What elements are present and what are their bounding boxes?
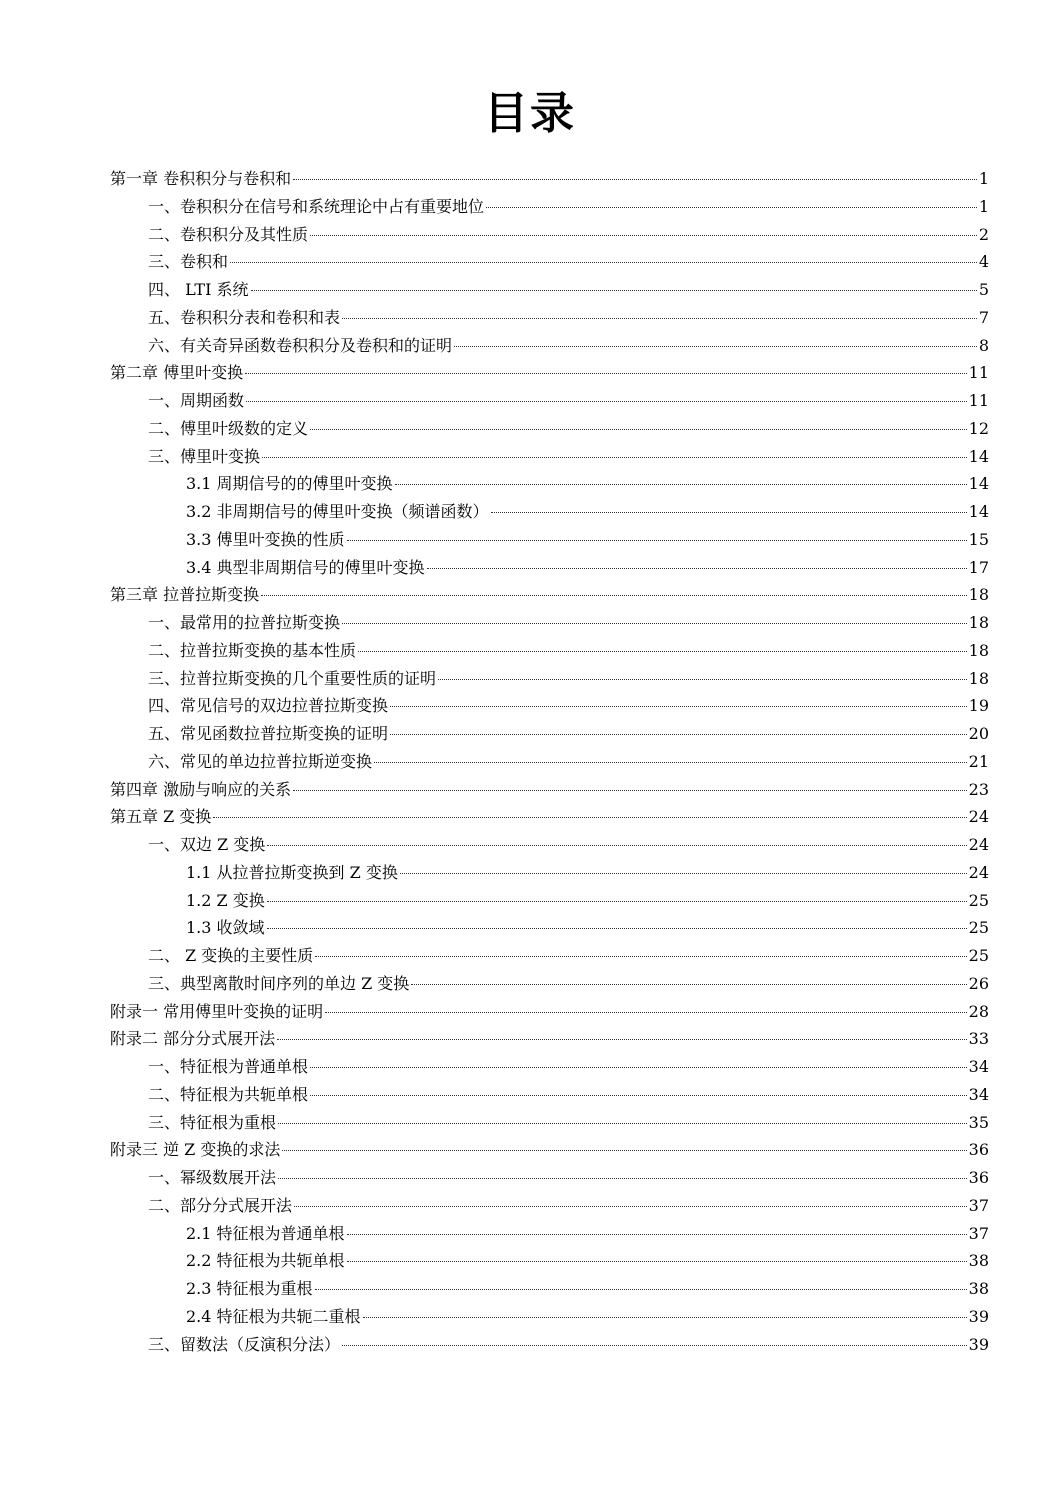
toc-entry-label: 1.3 收敛域: [186, 918, 265, 938]
toc-dot-leader: [230, 262, 977, 263]
toc-section-entry[interactable]: [110, 1053, 989, 1081]
toc-entry-label: 3.4 典型非周期信号的傅里叶变换: [186, 557, 425, 577]
toc-dot-leader: [251, 290, 977, 291]
toc-dot-leader: [325, 1012, 967, 1013]
toc-dot-leader: [315, 956, 966, 957]
toc-section-entry[interactable]: [110, 942, 989, 970]
toc-dot-leader: [395, 484, 967, 485]
toc-dot-leader: [390, 706, 967, 707]
table-of-contents: [110, 165, 989, 1358]
toc-chapter-entry[interactable]: [110, 359, 989, 387]
toc-page-number: 14: [968, 446, 989, 466]
toc-section-entry[interactable]: [110, 748, 989, 776]
toc-chapter-entry[interactable]: [110, 776, 989, 804]
toc-section-entry[interactable]: [110, 1109, 989, 1137]
toc-section-entry[interactable]: [110, 193, 989, 221]
toc-dot-leader: [486, 207, 977, 208]
toc-dot-leader: [310, 1095, 967, 1096]
toc-section-entry[interactable]: [110, 387, 989, 415]
toc-dot-leader: [310, 235, 977, 236]
toc-entry-label: 附录一 常用傅里叶变换的证明: [110, 1001, 324, 1021]
toc-subsection-entry[interactable]: [110, 887, 989, 915]
toc-dot-leader: [294, 1206, 967, 1207]
toc-dot-leader: [411, 984, 966, 985]
toc-page-number: 18: [968, 613, 989, 632]
toc-page-number: 28: [968, 1001, 989, 1021]
toc-page-number: 2: [978, 224, 989, 244]
toc-section-entry[interactable]: [110, 637, 989, 665]
toc-dot-leader: [267, 901, 967, 902]
toc-page-number: 34: [968, 1084, 989, 1104]
toc-section-entry[interactable]: [110, 1331, 989, 1359]
toc-section-entry[interactable]: [110, 248, 989, 276]
toc-entry-label: 三、拉普拉斯变换的几个重要性质的证明: [148, 668, 437, 688]
toc-page-number: 38: [968, 1279, 989, 1298]
toc-entry-label: 1.1 从拉普拉斯变换到 Z 变换: [186, 862, 398, 882]
toc-entry-label: 三、傅里叶变换: [148, 446, 261, 466]
toc-section-entry[interactable]: [110, 831, 989, 859]
toc-page-number: 1: [978, 196, 989, 216]
toc-section-entry[interactable]: [110, 665, 989, 693]
toc-page-number: 7: [978, 307, 989, 327]
toc-section-entry[interactable]: [110, 415, 989, 443]
toc-page-number: 25: [968, 918, 989, 938]
toc-chapter-entry[interactable]: [110, 581, 989, 609]
toc-chapter-entry[interactable]: [110, 803, 989, 831]
toc-dot-leader: [246, 401, 967, 402]
toc-page-number: 12: [968, 418, 989, 438]
toc-entry-label: 第三章 拉普拉斯变换: [110, 585, 260, 605]
toc-dot-leader: [374, 762, 967, 763]
toc-section-entry[interactable]: [110, 970, 989, 998]
toc-page-number: 37: [968, 1223, 989, 1243]
toc-entry-label: 五、常见函数拉普拉斯变换的证明: [148, 724, 389, 743]
toc-section-entry[interactable]: [110, 609, 989, 637]
toc-dot-leader: [213, 817, 966, 818]
toc-entry-label: 三、卷积和: [148, 252, 229, 272]
toc-page-number: 14: [968, 474, 989, 494]
toc-dot-leader: [277, 1039, 967, 1040]
toc-subsection-entry[interactable]: [110, 859, 989, 887]
toc-entry-label: 六、有关奇异函数卷积积分及卷积和的证明: [148, 335, 453, 355]
toc-page-number: 39: [968, 1306, 989, 1326]
toc-entry-label: 三、留数法（反演积分法）: [148, 1334, 341, 1354]
toc-entry-label: 二、卷积积分及其性质: [148, 224, 309, 244]
toc-page-number: 20: [968, 724, 989, 743]
toc-dot-leader: [347, 540, 967, 541]
toc-section-entry[interactable]: [110, 720, 989, 748]
toc-entry-label: 三、典型离散时间序列的单边 Z 变换: [148, 973, 410, 993]
toc-page-number: 15: [968, 529, 989, 549]
toc-page-number: 25: [968, 946, 989, 965]
toc-subsection-entry[interactable]: [110, 526, 989, 554]
toc-dot-leader: [262, 457, 967, 458]
toc-dot-leader: [342, 318, 977, 319]
toc-page-number: 38: [968, 1251, 989, 1271]
toc-dot-leader: [358, 651, 967, 652]
toc-page-number: 17: [968, 557, 989, 577]
toc-dot-leader: [261, 595, 967, 596]
toc-entry-label: 第四章 激励与响应的关系: [110, 779, 292, 799]
toc-entry-label: 1.2 Z 变换: [186, 890, 265, 910]
toc-page-number: 5: [978, 280, 989, 299]
toc-dot-leader: [293, 179, 977, 180]
toc-entry-label: 二、特征根为共轭单根: [148, 1084, 309, 1104]
toc-section-entry[interactable]: [110, 1081, 989, 1109]
toc-entry-label: 一、卷积积分在信号和系统理论中占有重要地位: [148, 196, 485, 216]
toc-entry-label: 第五章 Z 变换: [110, 807, 212, 827]
toc-page-number: 18: [968, 668, 989, 688]
toc-page-number: 21: [968, 751, 989, 771]
toc-section-entry[interactable]: [110, 332, 989, 360]
toc-page-number: 33: [968, 1029, 989, 1049]
toc-section-entry[interactable]: [110, 276, 989, 304]
toc-dot-leader: [310, 429, 967, 430]
toc-entry-label: 第二章 傅里叶变换: [110, 363, 244, 383]
toc-entry-label: 六、常见的单边拉普拉斯逆变换: [148, 751, 373, 771]
toc-page-number: 36: [968, 1168, 989, 1187]
toc-dot-leader: [342, 623, 967, 624]
toc-entry-label: 三、特征根为重根: [148, 1112, 277, 1132]
toc-entry-label: 3.2 非周期信号的傅里叶变换（频谱函数）: [186, 502, 489, 521]
toc-entry-label: 2.2 特征根为共轭单根: [186, 1251, 345, 1271]
toc-entry-label: 二、 Z 变换的主要性质: [148, 946, 314, 965]
toc-entry-label: 附录二 部分分式展开法: [110, 1029, 276, 1049]
page-title: 目录: [484, 88, 576, 139]
toc-entry-label: 第一章 卷积积分与卷积和: [110, 169, 292, 188]
toc-subsection-entry[interactable]: [110, 1247, 989, 1275]
toc-dot-leader: [347, 1234, 967, 1235]
toc-dot-leader: [390, 734, 967, 735]
toc-dot-leader: [342, 1345, 967, 1346]
toc-dot-leader: [427, 568, 967, 569]
toc-page-number: 11: [968, 363, 989, 383]
toc-page-number: 18: [968, 585, 989, 605]
toc-section-entry[interactable]: [110, 1164, 989, 1192]
toc-entry-label: 二、傅里叶级数的定义: [148, 418, 309, 438]
toc-section-entry[interactable]: [110, 304, 989, 332]
toc-dot-leader: [454, 346, 977, 347]
toc-entry-label: 一、特征根为普通单根: [148, 1057, 309, 1076]
toc-section-entry[interactable]: [110, 692, 989, 720]
toc-page-number: 1: [978, 169, 989, 188]
toc-entry-label: 一、周期函数: [148, 391, 245, 410]
toc-entry-label: 四、常见信号的双边拉普拉斯变换: [148, 696, 389, 716]
toc-dot-leader: [491, 512, 967, 513]
toc-page-number: 19: [968, 696, 989, 716]
toc-section-entry[interactable]: [110, 1192, 989, 1220]
toc-entry-label: 五、卷积积分表和卷积和表: [148, 307, 341, 327]
toc-subsection-entry[interactable]: [110, 1275, 989, 1303]
toc-dot-leader: [282, 1150, 966, 1151]
toc-entry-label: 四、 LTI 系统: [148, 280, 249, 299]
toc-entry-label: 一、最常用的拉普拉斯变换: [148, 613, 341, 632]
toc-page-number: 24: [968, 835, 989, 854]
toc-dot-leader: [245, 373, 967, 374]
toc-page-number: 35: [968, 1112, 989, 1132]
toc-page-number: 25: [968, 890, 989, 910]
toc-dot-leader: [278, 1178, 967, 1179]
toc-page-number: 37: [968, 1195, 989, 1215]
toc-entry-label: 附录三 逆 Z 变换的求法: [110, 1140, 281, 1160]
toc-dot-leader: [347, 1261, 967, 1262]
toc-dot-leader: [267, 928, 967, 929]
toc-subsection-entry[interactable]: [110, 1220, 989, 1248]
toc-dot-leader: [438, 679, 967, 680]
toc-section-entry[interactable]: [110, 443, 989, 471]
toc-section-entry[interactable]: [110, 221, 989, 249]
toc-page-number: 26: [968, 973, 989, 993]
toc-page-number: 34: [968, 1057, 989, 1076]
toc-chapter-entry[interactable]: [110, 1025, 989, 1053]
toc-subsection-entry[interactable]: [110, 498, 989, 526]
toc-page-number: 36: [968, 1140, 989, 1160]
toc-page-number: 14: [968, 502, 989, 521]
toc-page-number: 24: [968, 862, 989, 882]
toc-subsection-entry[interactable]: [110, 470, 989, 498]
toc-dot-leader: [315, 1289, 967, 1290]
toc-subsection-entry[interactable]: [110, 1303, 989, 1331]
toc-entry-label: 一、幂级数展开法: [148, 1168, 277, 1187]
toc-dot-leader: [278, 1123, 967, 1124]
toc-entry-label: 3.3 傅里叶变换的性质: [186, 529, 345, 549]
toc-page-number: 39: [968, 1334, 989, 1354]
toc-entry-label: 3.1 周期信号的的傅里叶变换: [186, 474, 393, 494]
toc-dot-leader: [267, 845, 966, 846]
toc-page-number: 23: [968, 779, 989, 799]
toc-entry-label: 2.4 特征根为共轭二重根: [186, 1306, 361, 1326]
toc-entry-label: 二、部分分式展开法: [148, 1195, 293, 1215]
toc-page-number: 8: [978, 335, 989, 355]
toc-entry-label: 二、拉普拉斯变换的基本性质: [148, 640, 357, 660]
toc-chapter-entry[interactable]: [110, 998, 989, 1026]
toc-page-number: 24: [968, 807, 989, 827]
toc-dot-leader: [363, 1317, 967, 1318]
toc-chapter-entry[interactable]: [110, 1136, 989, 1164]
toc-dot-leader: [400, 873, 967, 874]
toc-entry-label: 2.3 特征根为重根: [186, 1279, 313, 1298]
toc-subsection-entry[interactable]: [110, 914, 989, 942]
toc-page-number: 4: [978, 252, 989, 272]
toc-chapter-entry[interactable]: [110, 165, 989, 193]
toc-entry-label: 2.1 特征根为普通单根: [186, 1223, 345, 1243]
toc-subsection-entry[interactable]: [110, 554, 989, 582]
toc-page-number: 11: [968, 391, 989, 410]
toc-dot-leader: [310, 1067, 967, 1068]
toc-entry-label: 一、双边 Z 变换: [148, 835, 266, 854]
toc-page-number: 18: [968, 640, 989, 660]
toc-dot-leader: [293, 790, 967, 791]
